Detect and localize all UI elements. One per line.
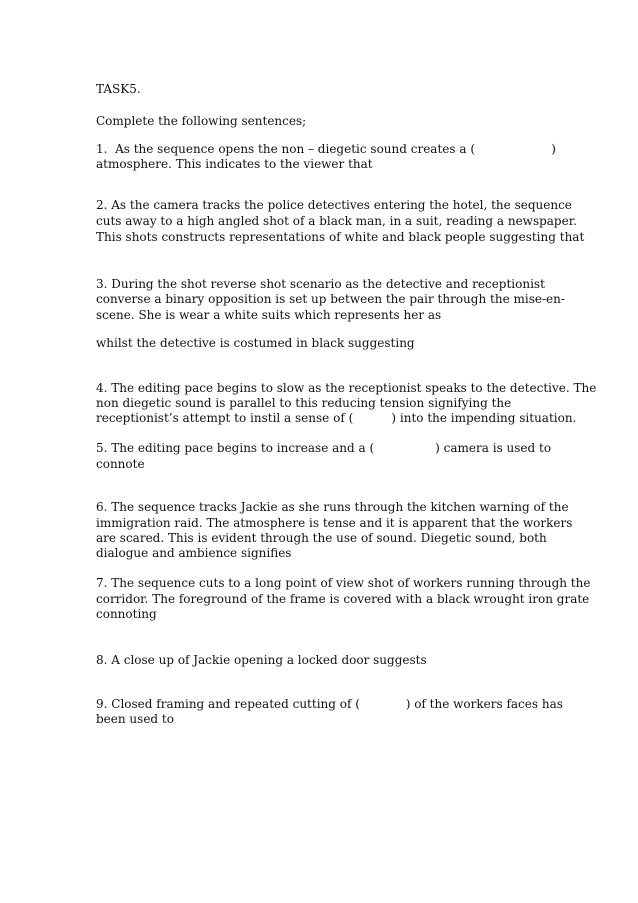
instructions: Complete the following sentences;: [96, 114, 307, 128]
question-3-line-3: scene. She is wear a white suits which represents her as: [96, 308, 442, 322]
task-title: TASK5.: [96, 82, 141, 96]
question-2-line-2: cuts away to a high angled shot of a black man, in a suit, reading a newspaper.: [96, 214, 577, 228]
question-2-line-1: 2. As the camera tracks the police detectives entering the hotel, the sequence: [96, 198, 572, 212]
question-4-line-1: 4. The editing pace begins to slow as the receptionist speaks to the detective. The: [96, 381, 597, 395]
question-7-line-2: corridor. The foreground of the frame is covered with a black wrought iron grate: [96, 592, 590, 606]
question-5-line-1: 5. The editing pace begins to increase and a ( ) camera is used to: [96, 441, 552, 455]
question-4-line-3: receptionist’s attempt to instil a sense of ( ) into the impending situation.: [96, 411, 577, 425]
question-5-line-2: connote: [96, 457, 145, 471]
question-3-line-1: 3. During the shot reverse shot scenario as the detective and receptionist: [96, 277, 545, 291]
question-7-line-1: 7. The sequence cuts to a long point of view shot of workers running through the: [96, 576, 591, 590]
question-6-line-1: 6. The sequence tracks Jackie as she runs through the kitchen warning of the: [96, 500, 569, 514]
question-9-line-1: 9. Closed framing and repeated cutting of ( ) of the workers faces has: [96, 697, 563, 711]
question-2-line-3: This shots constructs representations of white and black people suggesting that: [96, 230, 585, 244]
question-1-line-2: atmosphere. This indicates to the viewer that: [96, 157, 373, 171]
question-4-line-2: non diegetic sound is parallel to this reducing tension signifying the: [96, 396, 512, 410]
question-3-line-2: converse a binary opposition is set up between the pair through the mise-en-: [96, 292, 565, 306]
question-7-line-3: connoting: [96, 607, 157, 621]
question-9-line-2: been used to: [96, 712, 174, 726]
question-3-line-4: whilst the detective is costumed in black suggesting: [96, 336, 415, 350]
question-6-line-4: dialogue and ambience signifies: [96, 546, 292, 560]
question-8-line-1: 8. A close up of Jackie opening a locked door suggests: [96, 653, 427, 667]
question-1-line-1: 1. As the sequence opens the non – diegetic sound creates a ( ): [96, 142, 556, 156]
question-6-line-2: immigration raid. The atmosphere is tense and it is apparent that the workers: [96, 516, 573, 530]
question-6-line-3: are scared. This is evident through the use of sound. Diegetic sound, both: [96, 531, 547, 545]
